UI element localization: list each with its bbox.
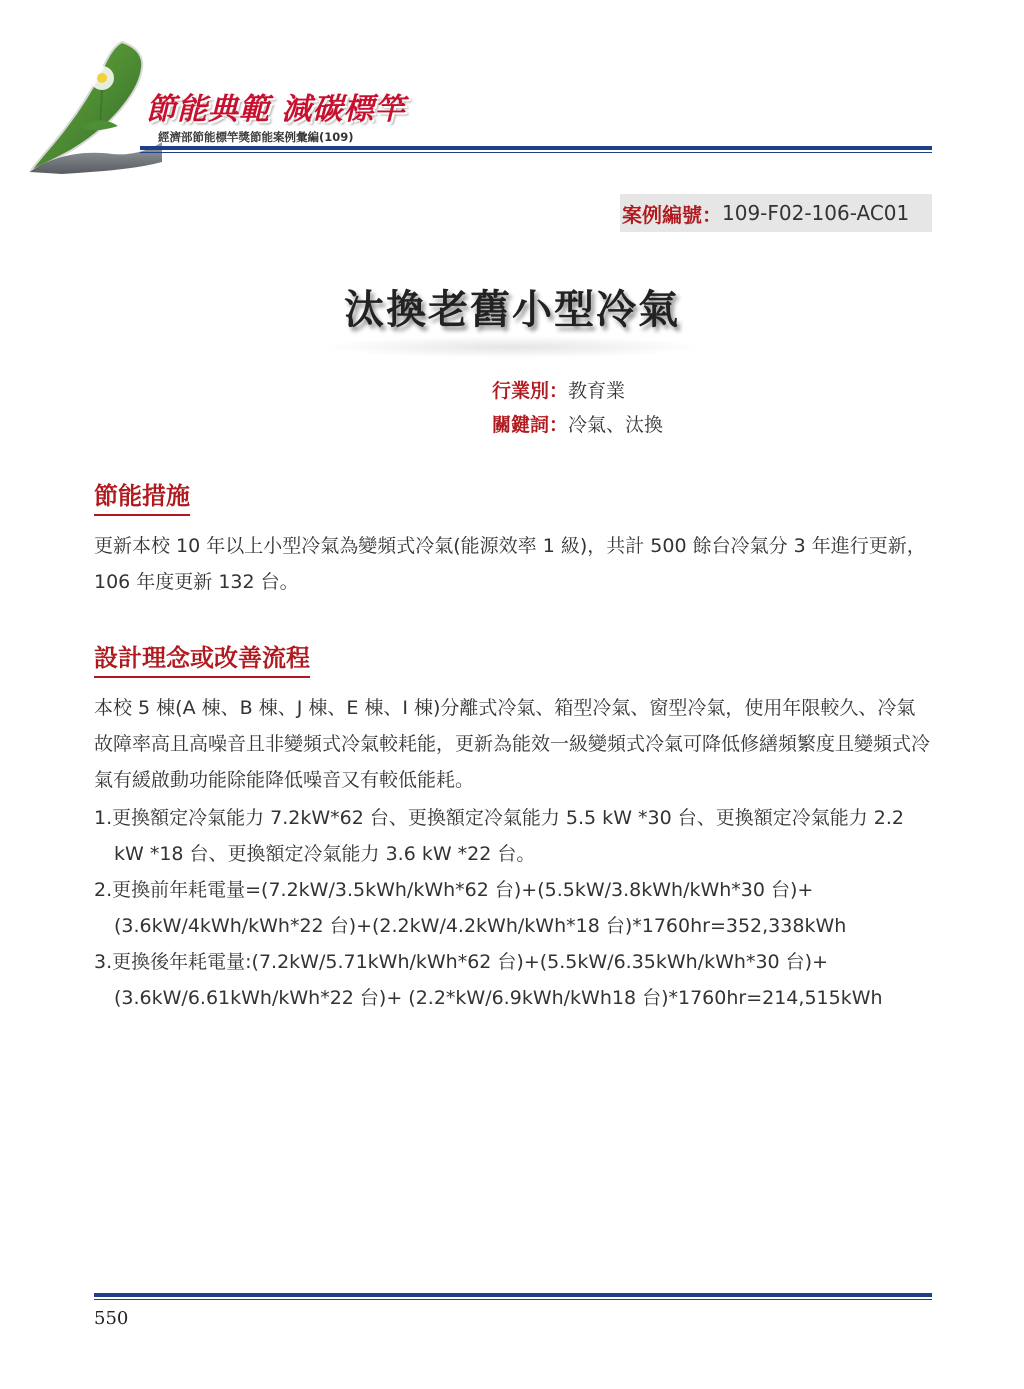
section-heading-design: 設計理念或改善流程 (94, 638, 310, 673)
section-heading-measures: 節能措施 (94, 476, 190, 511)
title-shadow (320, 336, 704, 358)
list-item: 1.更換額定冷氣能力 7.2kW*62 台、更換額定冷氣能力 5.5 kW *30 台、更換額定冷氣能力 2.2 kW *18 台、更換額定冷氣能力 3.6 kW *22 台。 (94, 807, 904, 865)
industry-label: 行業別： (492, 380, 569, 402)
section-paragraph-measures: 更新本校 10 年以上小型冷氣為變頻式冷氣(能源效率 1 級)，共計 500 餘台冷氣分 3 年進行更新，106 年度更新 132 台。 (94, 535, 926, 593)
page-number: 550 (94, 1308, 129, 1329)
industry-value: 教育業 (568, 380, 626, 402)
keywords-row (492, 410, 663, 437)
list-item: 3.更換後年耗電量:(7.2kW/5.71kWh/kWh*62 台)+(5.5kW/6.35kWh/kWh*30 台)+(3.6kW/6.61kWh/kWh*22 台)+ (2.2*kW/6.9kWh/kWh18 台)*1760hr=214,515kWh (94, 951, 883, 1009)
section-paragraph-design: 本校 5 棟(A 棟、B 棟、J 棟、E 棟、I 棟)分離式冷氣、箱型冷氣、窗型冷氣，使用年限較久、冷氣故障率高且高噪音且非變頻式冷氣較耗能，更新為能效一級變頻式冷氣可降低修繕頻繁度且變頻式冷氣有緩啟動功能除能降低噪音又有較低能耗。 (94, 697, 931, 791)
header-divider (140, 146, 932, 150)
design-list (94, 800, 934, 1016)
header-divider-thin (140, 152, 932, 153)
industry-row (492, 376, 625, 403)
header-subtitle: 經濟部節能標竿獎節能案例彙編(109) (158, 130, 354, 144)
list-item: 2.更換前年耗電量=(7.2kW/3.5kWh/kWh*62 台)+(5.5kW/3.8kWh/kWh*30 台)+(3.6kW/4kWh/kWh*22 台)+(2.2kW/4.2kWh/kWh*18 台)*1760hr=352,338kWh (94, 879, 847, 937)
footer-divider (94, 1293, 932, 1297)
footer-divider-thin (94, 1299, 932, 1300)
keywords-value: 冷氣、汰換 (568, 414, 664, 436)
keywords-label: 關鍵詞： (492, 414, 569, 436)
case-number-box (620, 194, 932, 232)
page-title: 汰換老舊小型冷氣 (344, 287, 680, 333)
case-number-value: 109-F02-106-AC01 (722, 201, 910, 225)
header-title: 節能典範 減碳標竿 (146, 92, 406, 127)
case-number-label: 案例編號： (622, 202, 722, 227)
